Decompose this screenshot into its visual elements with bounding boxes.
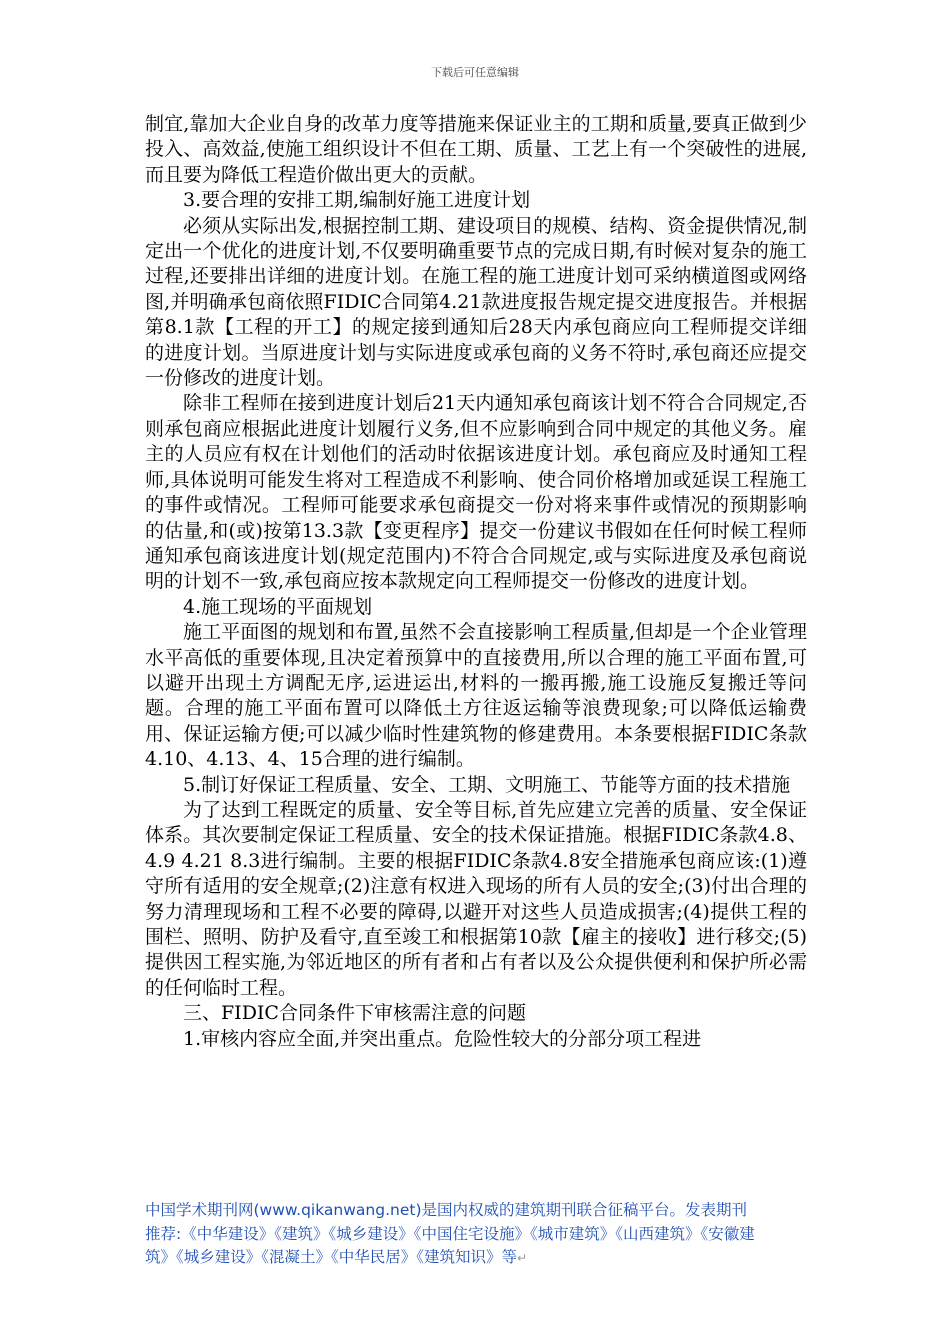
paragraph-site-layout: 施工平面图的规划和布置,虽然不会直接影响工程质量,但却是一个企业管理水平高低的重要体现,且决定着预算中的直接费用,所以合理的施工平面布置,可以避开出现土方调配无序,运进运出,材料的一搬再搬,施工设施反复搬迁等问题。合理的施工平面布置可以降低土方往返运输等浪费现象;可以降低运输费用、保证运输方便;可以减少临时性建筑物的修建费用。本条要根据FIDIC条款4.10、4.13、4、15合理的进行编制。: [145, 621, 807, 771]
paragraph-continuation: 制宜,靠加大企业自身的改革力度等措施来保证业主的工期和质量,要真正做到少投入、高效益,使施工组织设计不但在工期、质量、工艺上有一个突破性的进展,而且要为降低工程造价做出更大的贡献。: [145, 113, 807, 186]
section-heading-5: 5.制订好保证工程质量、安全、工期、文明施工、节能等方面的技术措施: [183, 773, 791, 796]
section-heading-4: 4.施工现场的平面规划: [183, 595, 373, 618]
page-header: 下载后可任意编辑: [431, 66, 519, 79]
section-heading-1: 1.审核内容应全面,并突出重点。危险性较大的分部分项工程进: [183, 1027, 702, 1050]
promo-line-2: 推荐:《中华建设》《建筑》《城乡建设》《中国住宅设施》《城市建筑》《山西建筑》《安徽建: [145, 1224, 755, 1243]
section-heading-part-3: 三、FIDIC合同条件下审核需注意的问题: [183, 1002, 526, 1025]
paragraph-safety-measures: 为了达到工程既定的质量、安全等目标,首先应建立完善的质量、安全保证体系。其次要制定保证工程质量、安全的技术保证措施。根据FIDIC条款4.8、4.9 4.21 8.3进行编制。主要的根据FIDIC条款4.8安全措施承包商应该:(1)遵守所有适用的安全规章;(2)注意有权进入现场的所有人员的安全;(3)付出合理的努力清理现场和工程不必要的障碍,以避开对这些人员造成损害;(4)提供工程的围栏、照明、防护及看守,直至竣工和根据第10款【雇主的接收】进行移交;(5)提供因工程实施,为邻近地区的所有者和占有者以及公众提供便利和保护所必需的任何临时工程。: [145, 798, 807, 999]
paragraph-engineer-notice: 除非工程师在接到进度计划后21天内通知承包商该计划不符合合同规定,否则承包商应根据此进度计划履行义务,但不应影响到合同中规定的其他义务。雇主的人员应有权在计划他们的活动时依据该进度计划。承包商应及时通知工程师,具体说明可能发生将对工程造成不利影响、使合同价格增加或延误工程施工的事件或情况。工程师可能要求承包商提交一份对将来事件或情况的预期影响的估量,和(或)按第13.3款【变更程序】提交一份建议书假如在任何时候工程师通知承包商该进度计划(规定范围内)不符合合同规定,或与实际进度及承包商说明的计划不一致,承包商应按本款规定向工程师提交一份修改的进度计划。: [145, 392, 807, 593]
promo-line-1: 中国学术期刊网(www.qikanwang.net)是国内权威的建筑期刊联合征稿平台。发表期刊: [145, 1201, 748, 1219]
section-heading-3: 3.要合理的安排工期,编制好施工进度计划: [183, 189, 531, 212]
promo-footer: [145, 1199, 815, 1271]
document-body: [145, 112, 807, 1052]
paragraph-schedule: 必须从实际出发,根据控制工期、建设项目的规模、结构、资金提供情况,制定出一个优化的进度计划,不仅要明确重要节点的完成日期,有时候对复杂的施工过程,还要排出详细的进度计划。在施工程的施工进度计划可采纳横道图或网络图,并明确承包商依照FIDIC合同第4.21款进度报告规定提交进度报告。并根据第8.1款【工程的开工】的规定接到通知后28天内承包商应向工程师提交详细的进度计划。当原进度计划与实际进度或承包商的义务不符时,承包商还应提交一份修改的进度计划。: [145, 214, 807, 390]
paragraph-return-icon: ↵: [517, 1251, 528, 1265]
promo-line-3-text: 筑》《城乡建设》《混凝土》《中华民居》《建筑知识》等: [145, 1248, 518, 1266]
promo-line-3: [145, 1246, 815, 1271]
